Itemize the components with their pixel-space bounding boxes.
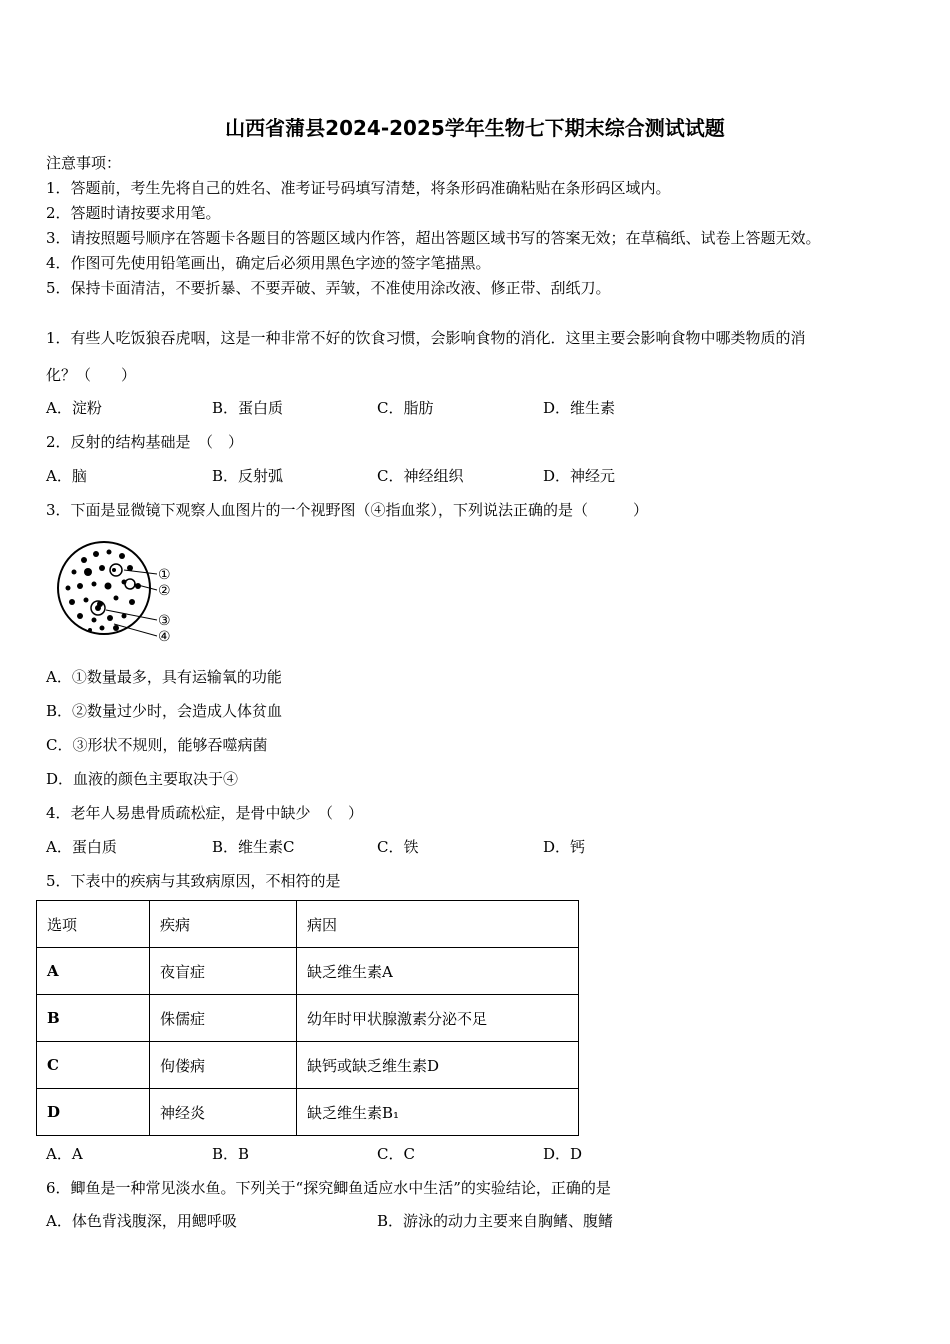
table-cell: 侏儒症 xyxy=(150,995,297,1042)
blood-smear-svg xyxy=(54,540,184,650)
q2-option-b: B．反射弧 xyxy=(212,467,284,485)
figure-label-3: ③ xyxy=(158,613,171,629)
q5-option-d: D．D xyxy=(543,1145,583,1163)
table-cell: 神经炎 xyxy=(150,1089,297,1136)
table-cell: 佝偻病 xyxy=(150,1042,297,1089)
q3-option-a: A．①数量最多，具有运输氧的功能 xyxy=(46,668,282,686)
notice-item-3: 3．请按照题号顺序在答题卡各题目的答题区域内作答，超出答题区域书写的答案无效；在草稿纸、试卷上答题无效。 xyxy=(46,229,821,247)
notice-item-4: 4．作图可先使用铅笔画出，确定后必须用黑色字迹的签字笔描黑。 xyxy=(46,254,491,272)
table-cell: D xyxy=(37,1089,150,1136)
q4-option-a: A．蛋白质 xyxy=(46,838,117,856)
q1-option-c: C．脂肪 xyxy=(377,399,434,417)
notice-heading: 注意事项： xyxy=(46,154,122,172)
notice-item-2: 2．答题时请按要求用笔。 xyxy=(46,204,221,222)
table-row xyxy=(37,1042,579,1089)
q5-option-a: A．A xyxy=(46,1145,83,1163)
q3-option-d: D．血液的颜色主要取决于④ xyxy=(46,770,239,788)
q1-text-line1: 1．有些人吃饭狼吞虎咽，这是一种非常不好的饮食习惯，会影响食物的消化．这里主要会影响食物中哪类物质的消 xyxy=(46,329,806,347)
table-row xyxy=(37,948,579,995)
disease-table xyxy=(36,900,579,1136)
table-header-cell: 选项 xyxy=(37,901,150,948)
q1-option-a: A．淀粉 xyxy=(46,399,102,417)
q3-text: 3．下面是显微镜下观察人血图片的一个视野图（④指血浆），下列说法正确的是（ ） xyxy=(46,501,649,519)
blood-smear-figure xyxy=(54,540,184,654)
table-cell: 缺钙或缺乏维生素D xyxy=(297,1042,579,1089)
q4-option-d: D．钙 xyxy=(543,838,586,856)
q3-option-c: C．③形状不规则，能够吞噬病菌 xyxy=(46,736,268,754)
q5-option-b: B．B xyxy=(212,1145,250,1163)
table-header-row xyxy=(37,901,579,948)
q5-text: 5．下表中的疾病与其致病原因，不相符的是 xyxy=(46,872,341,890)
table-header-cell: 病因 xyxy=(297,901,579,948)
q6-option-b: B．游泳的动力主要来自胸鳍、腹鳍 xyxy=(377,1212,614,1230)
q2-option-a: A．脑 xyxy=(46,467,87,485)
q1-option-d: D．维生素 xyxy=(543,399,616,417)
q4-option-b: B．维生素C xyxy=(212,838,295,856)
page-title: 山西省蒲县2024-2025学年生物七下期末综合测试试题 xyxy=(225,116,725,140)
q1-text-line2: 化？（ ） xyxy=(46,366,137,384)
table-cell: C xyxy=(37,1042,150,1089)
q1-option-b: B．蛋白质 xyxy=(212,399,284,417)
q6-option-a: A．体色背浅腹深，用鳃呼吸 xyxy=(46,1212,237,1230)
table-row xyxy=(37,1089,579,1136)
q3-option-b: B．②数量过少时，会造成人体贫血 xyxy=(46,702,283,720)
q4-text: 4．老年人易患骨质疏松症，是骨中缺少 （ ） xyxy=(46,804,364,822)
table-row xyxy=(37,995,579,1042)
figure-label-4: ④ xyxy=(158,629,171,645)
notice-item-1: 1．答题前，考生先将自己的姓名、准考证号码填写清楚，将条形码准确粘贴在条形码区域内。 xyxy=(46,179,671,197)
table-cell: 夜盲症 xyxy=(150,948,297,995)
figure-label-2: ② xyxy=(158,583,171,599)
q2-option-d: D．神经元 xyxy=(543,467,616,485)
table-cell: 幼年时甲状腺激素分泌不足 xyxy=(297,995,579,1042)
figure-label-1: ① xyxy=(158,567,171,583)
table-cell: 缺乏维生素A xyxy=(297,948,579,995)
q2-text: 2．反射的结构基础是 （ ） xyxy=(46,433,244,451)
table-header-cell: 疾病 xyxy=(150,901,297,948)
table-cell: A xyxy=(37,948,150,995)
table-cell: 缺乏维生素B₁ xyxy=(297,1089,579,1136)
q2-option-c: C．神经组织 xyxy=(377,467,464,485)
q6-text: 6．鲫鱼是一种常见淡水鱼。下列关于“探究鲫鱼适应水中生活”的实验结论，正确的是 xyxy=(46,1179,611,1197)
notice-item-5: 5．保持卡面清洁，不要折暴、不要弄破、弄皱，不准使用涂改液、修正带、刮纸刀。 xyxy=(46,279,611,297)
q4-option-c: C．铁 xyxy=(377,838,419,856)
q5-option-c: C．C xyxy=(377,1145,415,1163)
table-cell: B xyxy=(37,995,150,1042)
